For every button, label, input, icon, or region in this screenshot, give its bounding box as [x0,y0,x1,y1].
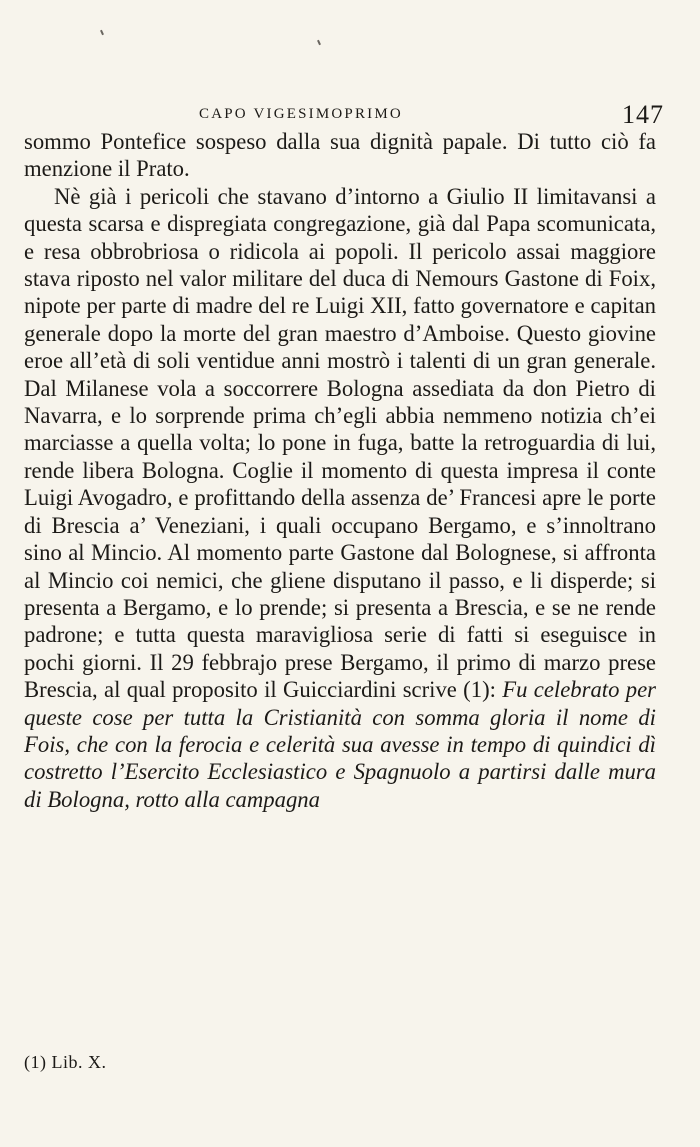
body-text [24,128,656,813]
page-number: 147 [622,100,664,129]
footnote: (1) Lib. X. [24,1052,107,1072]
paragraph-text: Nè già i pericoli che stavano d’intorno a Giulio II limitavansi a questa scarsa e dispregiata congregazione, già dal Papa scomunicata, e resa obbrobriosa o ridicola ai popoli. Il pericolo assai maggiore stava riposto nel valor militare del duca di Nemours Gastone di Foix, nipote per parte di madre del re Luigi XII, fatto governatore e capitan generale dopo la morte del gran maestro d’Amboise. Questo giovine eroe all’età di soli ventidue anni mostrò i talenti di un gran generale. Dal Milanese vola a soccorrere Bologna assediata da don Pietro di Navarra, e lo sorprende prima ch’egli abbia nemmeno notizia ch’ei marciasse a quella volta; lo pone in fuga, batte la retroguardia di lui, rende libera Bologna. Coglie il momento di questa impresa il conte Luigi Avogadro, e profittando della assenza de’ Francesi apre le porte di Brescia a’ Veneziani, i quali occupano Bergamo, e s’innoltrano sino al Mincio. Al momento parte Gastone dal Bolognese, si affronta al Mincio coi nemici, che gliene disputano il passo, e li disperde; si presenta a Bergamo, e lo prende; si presenta a Brescia, e se ne rende padrone; e tutta questa maravigliosa serie di fatti si eseguisce in pochi giorni. Il 29 febbrajo prese Bergamo, il primo di marzo prese Brescia, al qual proposito il Guicciardini scrive (1): [24,183,656,703]
paragraph [24,183,656,813]
guicciardini-quote: Fu celebrato per queste cose per tutta la Cristianità con somma gloria il nome di Fois, che con la ferocia e celerità sua avesse in tempo di quindici dì costretto l’Esercito Ecclesiastico e Spagnuolo a partirsi dalle mura di Bologna, rotto alla campagna [24,677,657,812]
paper-speck [317,40,321,45]
paper-speck [100,30,104,35]
paragraph: sommo Pontefice sospeso dalla sua dignità papale. Di tutto ciò fa menzione il Prato. [24,129,656,182]
running-head: CAPO VIGESIMOPRIMO [199,106,403,122]
page-header [24,100,664,130]
